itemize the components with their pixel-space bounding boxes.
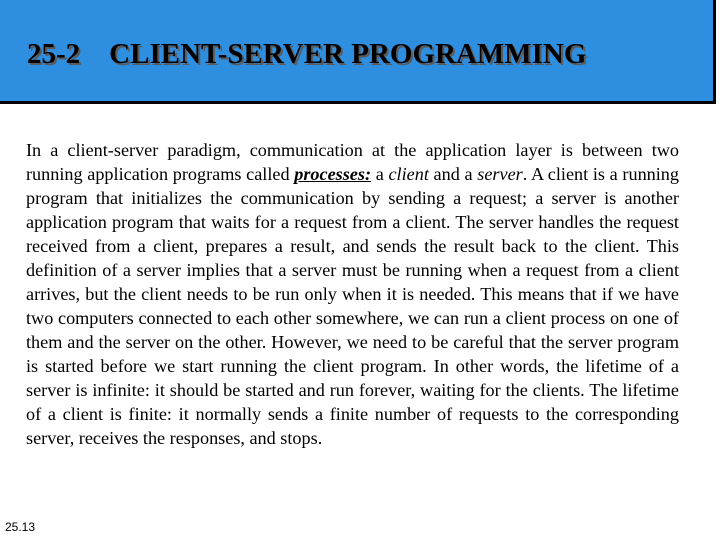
slide-number: 25.13: [5, 520, 36, 534]
body-text-a: a: [371, 164, 389, 184]
term-processes: processes:: [294, 164, 372, 184]
body-paragraph: [26, 138, 679, 450]
term-client: client: [388, 164, 429, 184]
title-banner: [0, 0, 716, 104]
term-server: server: [477, 164, 523, 184]
section-heading: CLIENT-SERVER PROGRAMMING: [109, 38, 587, 70]
body-rest: . A client is a running program that initializes the communication by sending a request; a server is another application program that waits for a request from a client. The server handles the request received from a client, prepares a result, and sends the result back to the client. This definition of a server implies that a server must be running when a request from a client arrives, but the client needs to be run only when it is needed. This means that if we have two computers connected to each other somewhere, we can run a client process on one of them and the server on the other. However, we need to be careful that the server program is started before we start running the client program. In other words, the lifetime of a server is infinite: it should be started and run forever, waiting for the clients. The lifetime of a client is finite: it normally sends a finite number of requests to the corresponding server, receives the responses, and stops.: [26, 164, 679, 448]
section-number: 25-2: [27, 38, 81, 70]
body-intro: In a client-server paradigm, communication at the application layer is between two running application programs called: [26, 140, 679, 184]
body-text-and: and a: [428, 164, 478, 184]
slide-title: [27, 38, 586, 71]
